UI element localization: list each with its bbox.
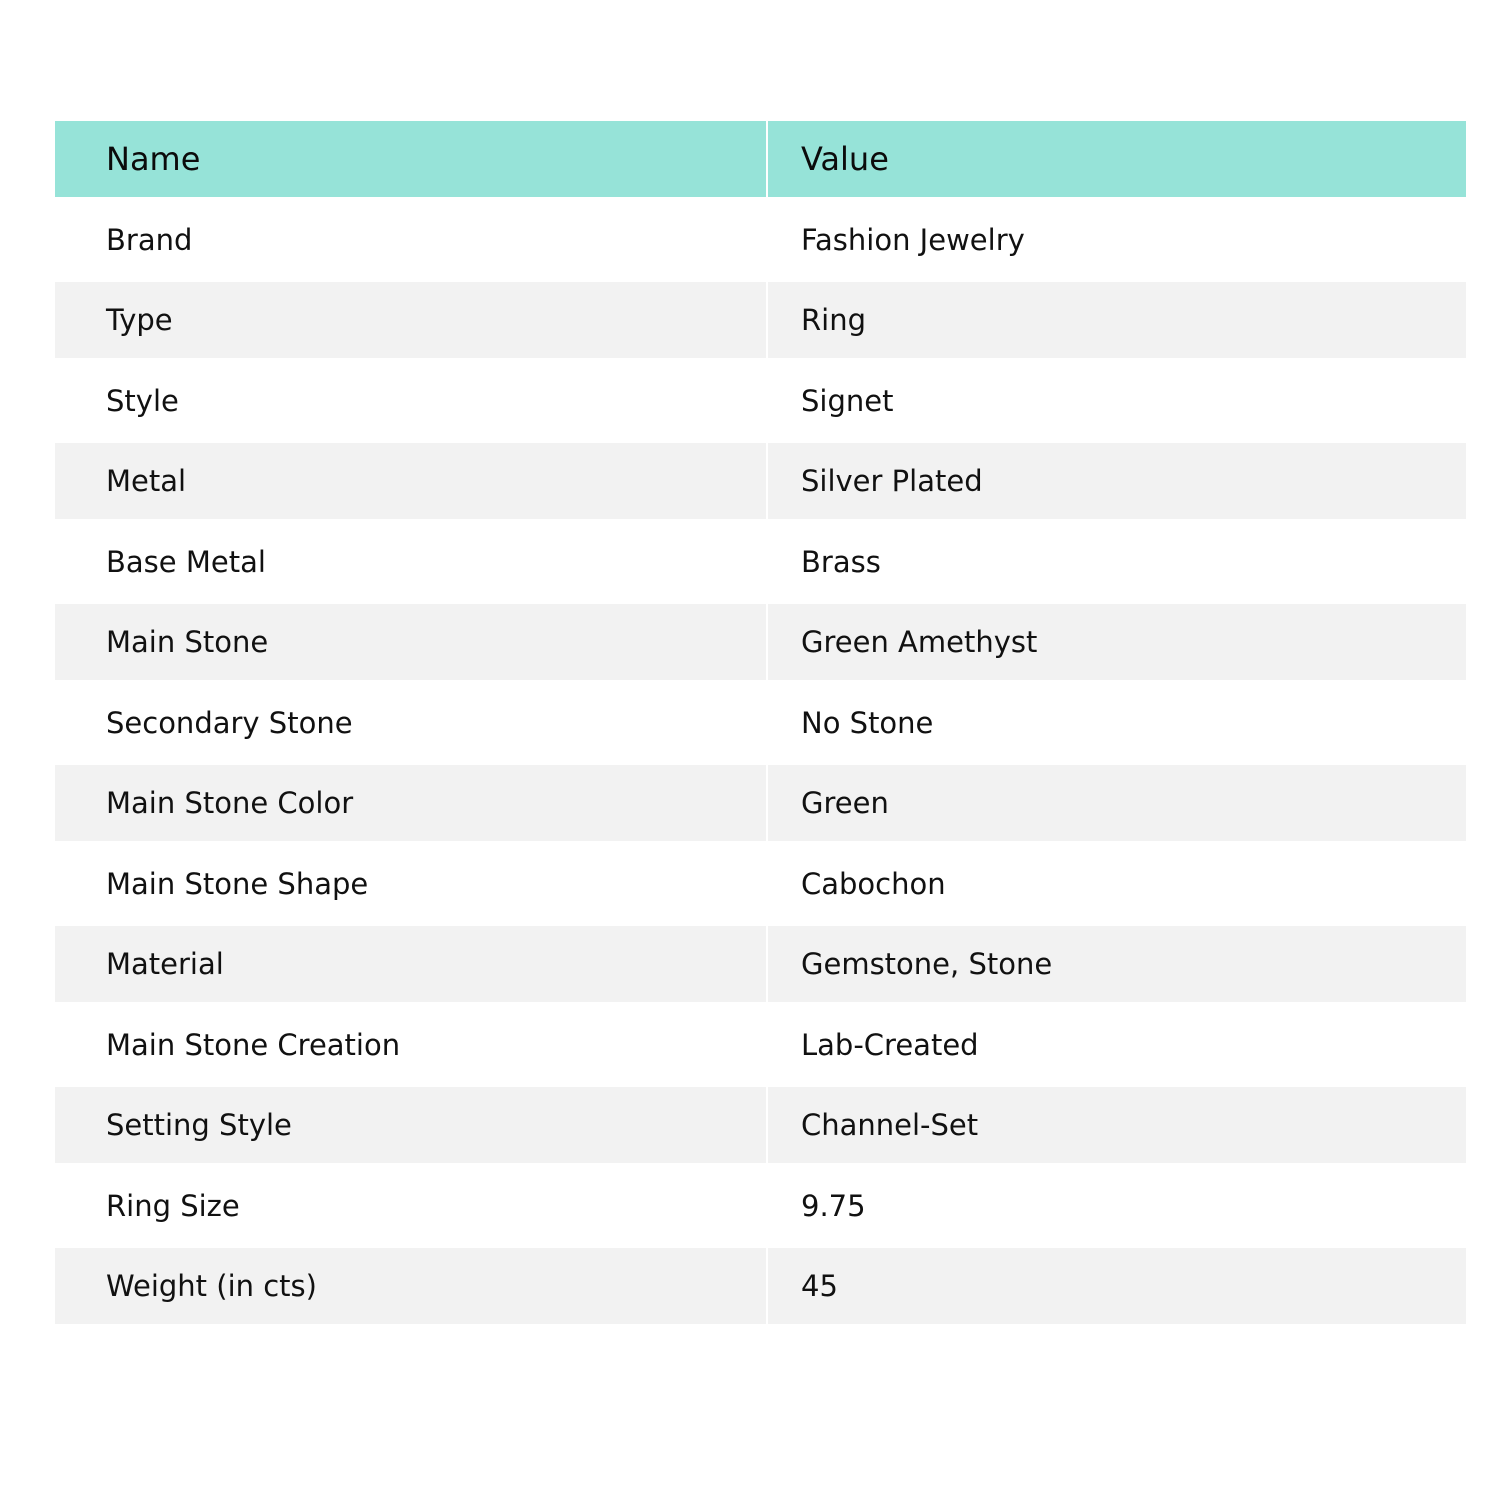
row-value-cell: Green Amethyst [768,604,1466,680]
column-header-name: Name [55,121,766,197]
row-name-cell: Main Stone Creation [55,1002,766,1087]
row-value-cell: 45 [768,1248,1466,1324]
row-value-cell: Channel-Set [768,1087,1466,1163]
row-name-cell: Main Stone [55,604,766,680]
table-row [55,1002,1466,1087]
row-value-cell: Ring [768,282,1466,358]
table-row [55,519,1466,604]
row-name-cell: Ring Size [55,1163,766,1248]
row-name-cell: Material [55,926,766,1002]
row-value-cell: Cabochon [768,841,1466,926]
row-value-cell: 9.75 [768,1163,1466,1248]
table-row [55,680,1466,765]
table-row [55,604,1466,680]
column-header-value: Value [768,121,1466,197]
table-row [55,1248,1466,1324]
row-name-cell: Weight (in cts) [55,1248,766,1324]
row-name-cell: Secondary Stone [55,680,766,765]
row-value-cell: No Stone [768,680,1466,765]
row-name-cell: Main Stone Color [55,765,766,841]
table-body [55,197,1466,1324]
row-name-cell: Main Stone Shape [55,841,766,926]
row-value-cell: Lab-Created [768,1002,1466,1087]
table-row [55,926,1466,1002]
table-row [55,1163,1466,1248]
row-name-cell: Metal [55,443,766,519]
row-value-cell: Brass [768,519,1466,604]
row-value-cell: Fashion Jewelry [768,197,1466,282]
table-row [55,1087,1466,1163]
table-row [55,358,1466,443]
row-value-cell: Signet [768,358,1466,443]
table-header-row [55,121,1466,197]
row-value-cell: Green [768,765,1466,841]
table-row [55,197,1466,282]
row-value-cell: Silver Plated [768,443,1466,519]
row-name-cell: Style [55,358,766,443]
table-row [55,443,1466,519]
row-name-cell: Brand [55,197,766,282]
row-name-cell: Setting Style [55,1087,766,1163]
row-name-cell: Base Metal [55,519,766,604]
row-name-cell: Type [55,282,766,358]
table-row [55,282,1466,358]
spec-table [55,121,1466,1324]
table-row [55,765,1466,841]
table-row [55,841,1466,926]
row-value-cell: Gemstone, Stone [768,926,1466,1002]
